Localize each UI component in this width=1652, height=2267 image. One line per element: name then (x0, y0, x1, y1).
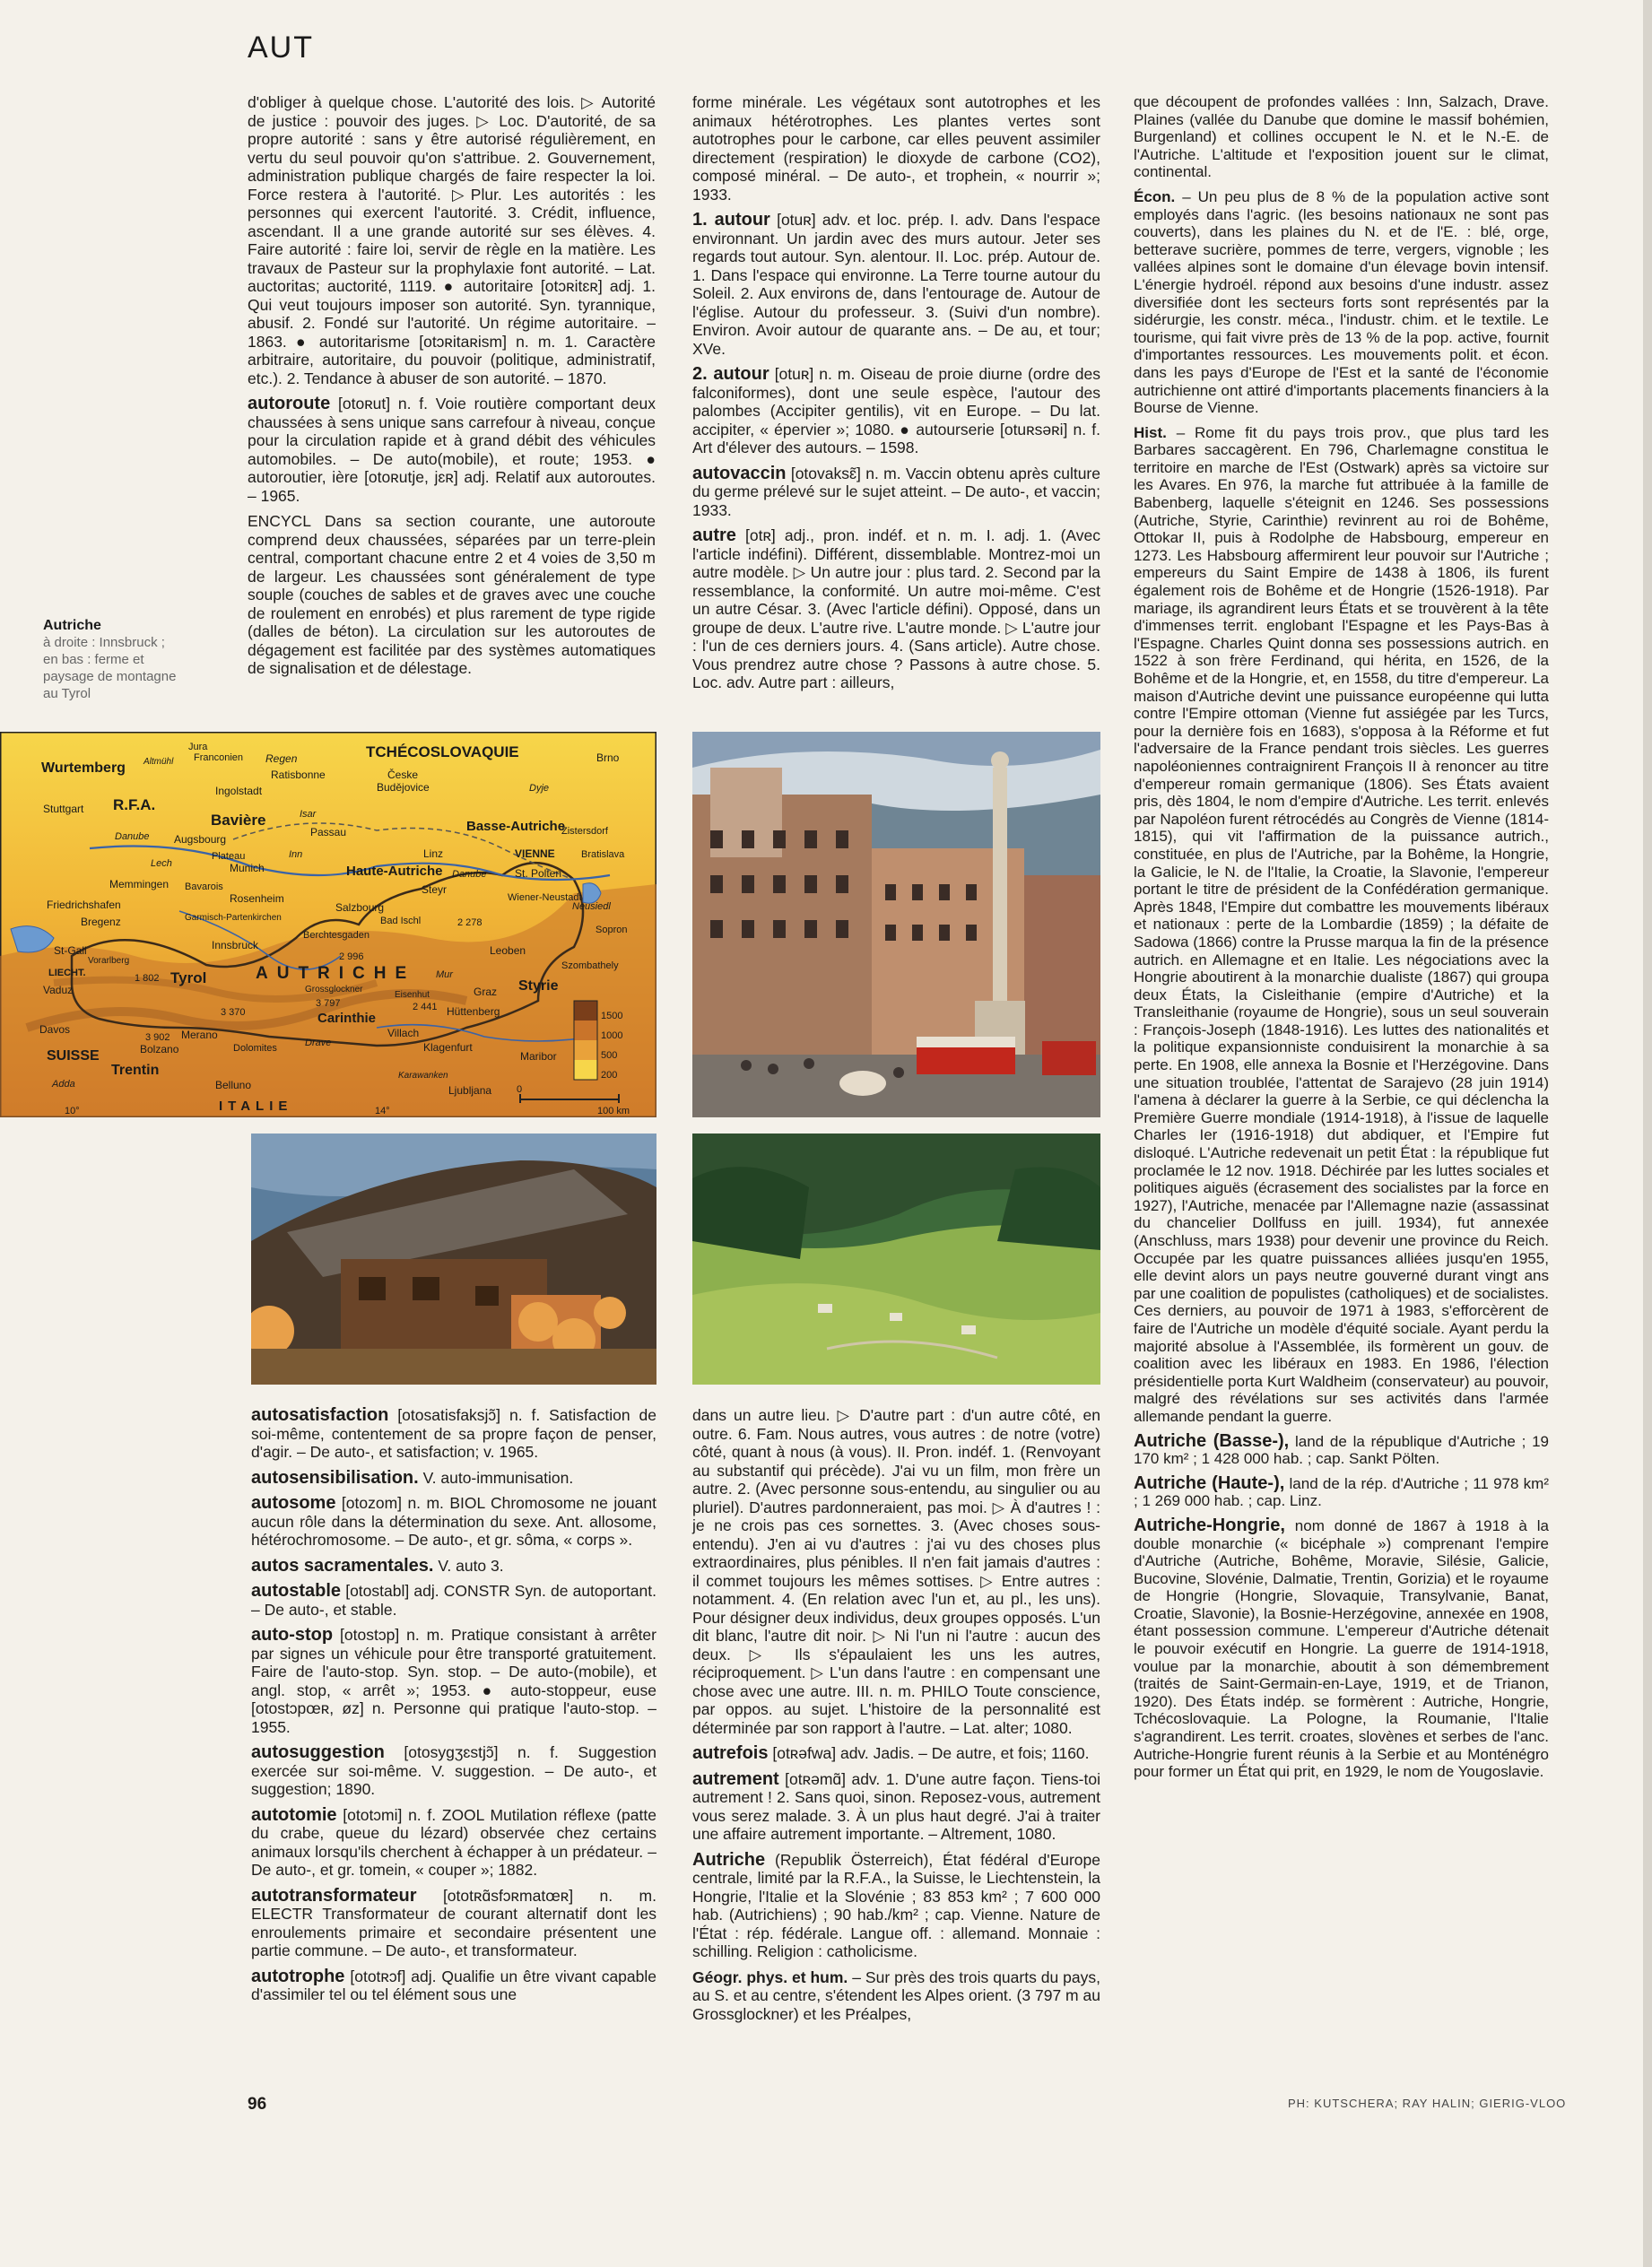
photo-tyrol-farm (251, 1134, 656, 1385)
entry-autriche-hongrie: Autriche-Hongrie, nom donné de 1867 à 1918 à la double monarchie (« bicéphale ») comprenant l'empire d'Autriche (Autriche, Bohême, Moravie, Silésie, Galicie, Bucovine, Slovénie, Dalmatie, Trentin, Gorizia) et le royaume de Hongrie (Hongrie, Slovaquie, Transylvanie, Banat, Croatie, Slavonie), la Bosnie-Herzégovine, annexée en 1908, étant possession commune. L'empereur d'Autriche détenait le pouvoir exécutif en Hongrie. La guerre de 1914-1918, voulue par la monarchie, aboutit à son démembrement (traités de Saint-Germain-en-Laye, 1919, et de Trianon, 1920). Des États indép. se formèrent : Autriche, Hongrie, Tchécoslovaquie. La Pologne, la Roumanie, l'Italie s'agrandirent. Les territ. croates, slovènes et serbes de l'anc. Autriche-Hongrie furent réunis à la Serbie et au Monténégro pour former un État qui prit, en 1929, le nom de Yougoslavie. (1134, 1515, 1549, 1781)
legend-value: 1500 (601, 1011, 623, 1021)
section-geographie: Géogr. phys. et hum. – Sur près des trois quarts du pays, au S. et au centre, s'étendent les Alpes orient. (3 797 m au Grossglockner) et les Préalpes, (692, 1967, 1100, 2023)
scale-zero: 0 (517, 1084, 523, 1095)
caption-line: à droite : Innsbruck ; (43, 635, 165, 650)
entry-autosome: autosome [otozom] n. m. BIOL Chromosome ne jouant aucun rôle dans la détermination du sexe. Ant. allosome, hétérochromosome. – De auto-, et gr. sôma, « corps ». (251, 1493, 656, 1549)
map-label-drave: Drave (305, 1038, 332, 1048)
running-head: AUT (248, 30, 314, 65)
map-label-ingolstadt: Ingolstadt (215, 785, 263, 797)
entry-autour-2: 2. autour [otuʀ] n. m. Oiseau de proie diurne (ordre des falconiformes), dont une seule espèce, l'autour des palombes (Accipiter gentilis), vit en Europe. – Du lat. accipiter, « épervier »; 1080. ● autourserie [otuʀsəʀi] n. f. Art d'élever des autours. – 1598. (692, 364, 1100, 456)
headword-autostable: autostable (251, 1581, 342, 1601)
entry-autos-sacramentales: autos sacramentales. V. auto 3. (251, 1555, 504, 1576)
column-2-bottom (692, 1406, 1100, 2030)
map-label-wurtemberg: Wurtemberg (41, 760, 126, 776)
legend-value: 1000 (601, 1030, 623, 1041)
headword-autriche-basse: Autriche (Basse-), (1134, 1430, 1290, 1451)
map-label-karawanken: Karawanken (398, 1071, 448, 1081)
entry-autriche-haute: Autriche (Haute-), land de la rép. d'Autriche ; 11 978 km² ; 1 269 000 hab. ; cap. Linz. (1134, 1472, 1549, 1510)
map-label-szombathely: Szombathely (561, 960, 619, 971)
map-label-innsbruck: Innsbruck (212, 939, 259, 951)
map-label-budejovice: Budějovice (377, 781, 430, 794)
map-label-friedrichshafen: Friedrichshafen (47, 899, 121, 911)
map-meridian: 10° (65, 1106, 80, 1116)
headword-autos-sacramentales: autos sacramentales. (251, 1555, 434, 1576)
headword-autosatisfaction: autosatisfaction (251, 1405, 389, 1425)
headword-autosuggestion: autosuggestion (251, 1742, 385, 1762)
paragraph-autre-cont: dans un autre lieu. ▷ D'autre part : d'un autre côté, en outre. 6. Fam. Nous autres, vous autres : de notre (votre) côté, quant à nous (à vous). II. Pron. indéf. 1. (Renvoyant au substantif qui précède). J'ai vu un film, mon frère un autre. 2. (Avec personne sous-entendu, au singulier ou au pluriel). D'autres pardonneraient, pas moi. ▷ À d'autres ! : je ne crois pas ces sornettes. 3. (Avec choses sous-entendu). J'en ai vu d'autres : j'ai vu des choses plus extraordinaires, plus pénibles. Il n'en fait jamais d'autres : il commet toujours les mêmes sottises. ▷ Entre autres : notamment. 4. (En relation avec l'un et, au pl., les uns). Pour désigner deux individus, deux groupes opposés. L'un dit blanc, l'autre dit noir. ▷ Ni l'un ni l'autre : aucun des deux. ▷ Ils s'épaulaient les uns les autres, réciproquement. ▷ L'un dans l'autre : en compensant une chose avec une autre. III. n. m. PHILO Toute conscience, par oppos. au sujet. L'histoire de la personnalité est déterminée par son rapport à l'autre. – Lat. alter; 1080. (692, 1406, 1100, 1737)
entry-autrement: autrement [otʀəmɑ̃] adv. 1. D'une autre façon. Tiens-toi autrement ! 2. Sans quoi, sinon. Reposez-vous, autrement vous serez malade. 3. À un plus haut degré. J'ai à traiter une affaire autrement importante. – Altrement, 1080. (692, 1768, 1100, 1843)
map-label-inn: Inn (289, 849, 303, 860)
map-label-wiener-neustadt: Wiener-Neustadt (508, 892, 582, 903)
paragraph-autotrophe-cont: forme minérale. Les végétaux sont autotrophes et les animaux hétérotrophes. Les plantes vertes sont autotrophes pour le carbone, car elles peuvent assimiler directement (respiration) le dioxyde de carbone (CO2), composé minéral. – De auto-, et trophein, « nourrir »; 1933. (692, 93, 1100, 204)
map-label-augsbourg: Augsbourg (174, 833, 227, 846)
caption-line: au Tyrol (43, 686, 91, 701)
map-label-danube: Danube (115, 831, 150, 842)
map-label-plateau: Plateau (212, 851, 246, 862)
map-label-baviere: Bavière (211, 812, 266, 829)
map-label-berchtesgaden: Berchtesgaden (303, 930, 370, 941)
legend-value: 200 (601, 1070, 618, 1081)
column-3 (1134, 93, 1549, 1788)
column-1-bottom (251, 1406, 656, 2011)
headword-autosome: autosome (251, 1493, 336, 1513)
caption-line: paysage de montagne (43, 669, 177, 684)
map-peak: 2 996 (339, 951, 364, 962)
map-label-ratisbonne: Ratisbonne (271, 769, 326, 781)
map-label-brno: Brno (596, 751, 620, 764)
map-label-autriche: AUTRICHE (256, 964, 416, 983)
column-1-top (248, 93, 656, 685)
map-label-isar: Isar (300, 809, 317, 820)
map-label-italie: ITALIE (219, 1099, 293, 1114)
photo-credits: PH: KUTSCHERA; RAY HALIN; GIERIG-VLOO (1288, 2097, 1567, 2110)
headword-autoroute: autoroute (248, 394, 331, 413)
label-geographie: Géogr. phys. et hum. (692, 1967, 848, 1986)
map-label-sopron: Sopron (596, 925, 628, 935)
map-label-garmisch: Garmisch-Partenkirchen (185, 913, 282, 923)
map-label-huttenberg: Hüttenberg (447, 1005, 500, 1018)
map-label-bad-ischl: Bad Ischl (380, 916, 422, 926)
headword-autovaccin: autovaccin (692, 463, 787, 483)
entry-autosensibilisation: autosensibilisation. V. auto-immunisation. (251, 1467, 574, 1488)
map-label-klagenfurt: Klagenfurt (423, 1041, 473, 1054)
photo-mountain-landscape (692, 1134, 1100, 1385)
map-austria (0, 732, 656, 1117)
figure-caption (43, 617, 222, 702)
map-label-jura: Jura (188, 742, 208, 752)
map-label-lech: Lech (151, 858, 172, 869)
map-label-salzbourg: Salzbourg (335, 901, 385, 914)
section-histoire: Hist. – Rome fit du pays trois prov., que plus tard les Barbares saccagèrent. En 796, Charlemagne constitua le territoire en marche de l'Est (Ostwark) après sa victoire sur les Avares. En 976, la marche fut attribuée à la famille de Babenberg, laquelle s'éteignit en 1246. Ses possessions (Autriche, Styrie, Carinthie) revinrent au roi de Bohême, Ottokar II, puis à Rodolphe de Habsbourg, empereur en 1273. Les Habsbourg affermirent leur pouvoir sur l'Autriche ; empereurs du Saint Empire de 1438 à 1806, ils furent également rois de Bohême et de Hongrie (1526-1918). Par mariage, ils agrandirent leurs États et se trouvèrent à la tête d'immenses territ. englobant l'Espagne et les Pays-Bas à l'Espagne. Charles Quint donna ses possessions autrich. en 1522 à son frère Ferdinand, qui hérita, en 1526, de la Bohême et de la Hongrie, et, en 1558, du titre d'empereur. La maison d'Autriche devint une puissance européenne qui lutta contre l'Empire ottoman (Vienne fut assiégée par les Turcs, pour la dernière fois en 1683), s'opposa à la Réforme et fut l'adversaire de la France pendant trois siècles. Les guerres napoléoniennes contraignirent François II à renoncer au titre d'empereur romain germanique (1806). Ses États avaient pris, dès 1804, le nom d'empire d'Autriche. Les territ. enlevés par Napoléon furent rétrocédés au Congrès de Vienne (1814-1815), qui vit l'affirmation de la puissance autrich., constituée, en plus de l'Autriche, par la Bohême, la Hongrie, la Galicie, le N. de l'Italie, la Croatie, la Slavonie, l'empereur portant le titre de président de la Confédération germanique. Après 1848, l'Empire dut combattre les mouvements libéraux et nationaux : perte de la Lombardie (1859) ; la défaite de Sadowa (1866) contre la Prusse marqua la fin de la présence autrich. en Allemagne et en Italie. Les négociations avec la Hongrie aboutirent à la monarchie dualiste (1867) qui groupa deux États, la Cisleithanie (empire d'Autriche) et la Transleithanie (royaume de Hongrie), sous un seul souverain : François-Joseph (1848-1916). Les luttes des nationalités et la politique expansionniste conduisirent la monarchie à sa perte. En 1908, elle annexa la Bosnie et l'Herzégovine. Dans une situation troublée, l'attentat de Sarajevo (28 juin 1914) l'amena à déclarer la guerre à la Serbie, ce qui déclencha la Première Guerre mondiale (1914-1918), à l'issue de laquelle Charles Ier (1916-1918) dut abdiquer, et l'Empire fut disloqué. L'Autriche redevenait un petit État : la république fut proclamée le 12 nov. 1918. Déchirée par les luttes sociales et politiques aiguës (écrasement des socialistes par la force en 1927), l'Autriche, menacée par l'Allemagne nazie (assassinat du chancelier Dollfuss en juill. 1934), fut annexée (Anschluss, mars 1938) pour devenir une province du Reich. Occupée par les quatre puissances alliées jusqu'en 1955, elle devint alors un pays neutre gouverné durant vingt ans par une coalition de populistes (catholiques) et de socialistes. Ces derniers, au pouvoir de 1971 à 1983, s'efforcèrent de faire de l'Autriche un modèle d'équité sociale. Ayant perdu la majorité absolue à l'Assemblée, ils formèrent un gouv. de coalition avec les libéraux en 1983. En 1986, l'élection présidentielle porta Kurt Waldheim (conservateur) au pouvoir, malgré des révélations sur ses activités dans l'armée allemande pendant la guerre. (1134, 423, 1549, 1425)
entry-autotrophe: autotrophe [ototʀɔf] adj. Qualifie un être vivant capable d'assimiler tel ou tel élément sous une (251, 1966, 656, 2003)
map-label-ljubljana: Ljubljana (448, 1084, 492, 1097)
headword-autriche-haute: Autriche (Haute-), (1134, 1472, 1285, 1493)
map-label-belluno: Belluno (215, 1079, 252, 1091)
map-label-altmuhl: Altmühl (143, 757, 174, 767)
map-label-adda: Adda (52, 1079, 75, 1090)
entry-autriche-basse: Autriche (Basse-), land de la république d'Autriche ; 19 170 km² ; 1 428 000 hab. ; cap. Sankt Pölten. (1134, 1430, 1549, 1468)
map-label-bolzano: Bolzano (140, 1043, 179, 1055)
entry-autoroute: autoroute [otoʀut] n. f. Voie routière comportant deux chaussées à sens unique sans carrefour à niveau, conçue pour la circulation rapide et à grand débit des véhicules automobiles. – De auto(mobile), et route; 1953. ● autoroutier, ière [otoʀutje, jɛʀ] adj. Relatif aux autoroutes. – 1965. (248, 394, 656, 505)
map-peak: 2 441 (413, 1002, 438, 1012)
map-label-maribor: Maribor (520, 1050, 557, 1063)
map-label-bregenz: Bregenz (81, 916, 121, 928)
entry-autovaccin: autovaccin [otovaksɛ̃] n. m. Vaccin obtenu après culture du germe prélevé sur le sujet atteint. – De auto-, et vaccin; 1933. (692, 463, 1100, 519)
headword-autosensibilisation: autosensibilisation. (251, 1467, 419, 1488)
map-peak: 2 278 (457, 917, 483, 928)
map-label-basse-autriche: Basse-Autriche (466, 819, 566, 834)
headword-autotomie: autotomie (251, 1804, 337, 1825)
page-edge (1643, 0, 1652, 2267)
map-label-danube-2: Danube (452, 869, 487, 880)
entry-autre: autre [otʀ] adj., pron. indéf. et n. m. I. adj. 1. (Avec l'article indéfini). Différent, dissemblable. Montrez-moi un autre modèle. ▷ Un autre jour : plus tard. 2. Second par la ressemblance, la conformité. Un autre moi-même. C'est un autre César. 3. (Avec l'article défini). Opposé, dans un groupe de deux. L'autre rive. L'autre monde. ▷ L'autre jour : l'un de ces derniers jours. 4. (Sans article). Autre chose. Vous prendrez autre chose ? Passons à autre chose. 5. Loc. adv. Autre part : ailleurs, (692, 525, 1100, 691)
map-label-vienne: VIENNE (515, 847, 555, 860)
map-label-villach: Villach (387, 1027, 420, 1039)
map-label-merano: Merano (181, 1029, 218, 1041)
map-label-liechtenstein: LIECHT. (48, 968, 86, 978)
map-label-steyr: Steyr (422, 883, 448, 896)
headword-auto-stop: auto-stop (251, 1625, 334, 1645)
entry-autostable: autostable [otostabl] adj. CONSTR Syn. de autoportant. – De auto-, et stable. (251, 1581, 656, 1619)
map-label-bavarois: Bavarois (185, 882, 223, 892)
map-label-tchecoslovaquie: TCHÉCOSLOVAQUIE (366, 743, 519, 760)
map-label-vorarlberg: Vorarlberg (88, 956, 130, 966)
map-label-neusiedl: Neusiedl (572, 901, 611, 912)
map-label-passau: Passau (310, 826, 347, 838)
caption-title: Autriche (43, 618, 101, 633)
headword-autriche: Autriche (692, 1849, 766, 1870)
map-label-franconien: Franconien (194, 752, 244, 763)
entry-autotransformateur: autotransformateur [ototʀɑ̃sfɔʀmatœʀ] n. m. ELECTR Transformateur de courant alternatif dont les enroulements primaire et secondaire présentent une partie commune. – De auto-, et transformateur. (251, 1885, 656, 1959)
legend-value: 500 (601, 1050, 618, 1061)
page-number: 96 (248, 2095, 267, 2114)
map-label-carinthie: Carinthie (317, 1011, 377, 1026)
encyclopedia-note: ENCYCL Dans sa section courante, une autoroute comprend deux chaussées, séparées par un terre-plein central, comportant chacune entre 2 et 4 voies de 3,50 m de largeur. Les chaussées sont généralement de type souple (couches de sables et de graves avec une couche de roulement en enrobés) et plus rarement de type rigide (dalles de béton). La circulation sur les autoroutes de dégagement est facilitée par des systèmes automatiques de signalisation et de délestage. (248, 512, 656, 677)
entry-autour-1: 1. autour [otuʀ] adv. et loc. prép. I. adv. Dans l'espace environnant. Un jardin avec des murs autour. Jeter ses regards tout autour. Syn. alentour. II. Loc. prép. Autour de. 1. Dans l'espace qui environne. La Terre tourne autour du Soleil. 2. Aux environs de, dans l'entourage de. Autour de l'église. Autour du professeur. 3. (Suivi d'un nombre). Environ. Avoir autour de quarante ans. – De au, et tour; XVe. (692, 210, 1100, 358)
map-label-grossglockner: Grossglockner (305, 985, 363, 995)
column-2-top (692, 93, 1100, 699)
map-label-graz: Graz (474, 986, 498, 998)
section-economie: Écon. – Un peu plus de 8 % de la population active sont employés dans l'agric. (les besoins nationaux ne sont pas couverts), dans les plaines du N. et de l'E. : blé, orge, betterave sucrière, pommes de terre, vergers, vignoble ; les vallées alpines sont le domaine d'un élevage bovin intensif. L'énergie hydroél. répond aux besoins d'une industr. assez diversifiée dont les secteurs forts sont représentés par la sidérurgie, les constr. méca., l'industr. chim. et le textile. Le tourisme, qui fait vivre près de 13 % de la pop. active, fournit d'importantes ressources. Les mouvements polit. et écon. dans les pays d'Europe de l'Est et la santé de l'économie autrichienne ont attiré d'importants placements financiers à la Bourse de Vienne. (1134, 187, 1549, 417)
entry-auto-stop: auto-stop [otostɔp] n. m. Pratique consistant à arrêter par signes un véhicule pour être transporté gratuitement. Faire de l'auto-stop. Syn. stop. – De auto-(mobile), et angl. stop, « arrêt »; 1953. ● auto-stoppeur, euse [otostɔpœʀ, øz] n. Personne qui pratique l'auto-stop. – 1955. (251, 1625, 656, 1736)
map-label-vaduz: Vaduz (43, 984, 74, 996)
entry-autosatisfaction: autosatisfaction [otosatisfaksjɔ̃] n. f. Satisfaction de soi-même, contentement de sa propre façon de penser, d'agir. – De auto-, et satisfaction; v. 1965. (251, 1405, 656, 1461)
map-label-trentin: Trentin (111, 1063, 160, 1078)
map-label-stuttgart: Stuttgart (43, 803, 84, 815)
photo-innsbruck (692, 732, 1100, 1117)
map-label-mur: Mur (436, 969, 453, 980)
label-histoire: Hist. (1134, 423, 1167, 441)
map-label-st-polten: St. Polten (515, 867, 562, 880)
map-label-munich: Munich (230, 862, 265, 874)
map-meridian: 14° (375, 1106, 390, 1116)
label-economie: Écon. (1134, 187, 1176, 205)
map-label-linz: Linz (423, 847, 444, 860)
map-label-dyje: Dyje (529, 783, 550, 794)
map-label-memmingen: Memmingen (109, 878, 170, 890)
headword-autotrophe: autotrophe (251, 1966, 345, 1986)
map-label-regen: Regen (265, 752, 298, 765)
map-label-st-gall: St-Gall (54, 944, 87, 957)
map-label-bratislava: Bratislava (581, 849, 625, 860)
caption-line: en bas : ferme et (43, 652, 144, 667)
headword-autour-2: 2. autour (692, 364, 769, 384)
map-label-dolomites: Dolomites (233, 1043, 277, 1054)
map-label-davos: Davos (39, 1023, 71, 1036)
map-label-styrie: Styrie (518, 978, 559, 994)
map-label-eisenhut: Eisenhut (395, 990, 430, 1000)
map-label-ceske: Česke (387, 769, 419, 781)
map-label-tyrol: Tyrol (170, 969, 207, 986)
map-label-zistersdorf: Zistersdorf (561, 826, 608, 837)
map-label-suisse: SUISSE (47, 1048, 100, 1064)
entry-autrefois: autrefois [otʀəfwa] adv. Jadis. – De autre, et fois; 1160. (692, 1743, 1090, 1763)
headword-autre: autre (692, 525, 736, 545)
entry-autosuggestion: autosuggestion [otosygʒɛstjɔ̃] n. f. Suggestion exercée sur soi-même. V. suggestion. – De auto-, et suggestion; 1890. (251, 1742, 656, 1798)
entry-autotomie: autotomie [ototɔmi] n. f. ZOOL Mutilation réflexe (patte du crabe, queue du lézard) observée chez certains animaux lorsqu'ils cherchent à échapper à un prédateur. – De auto-, et gr. tomein, « couper »; 1882. (251, 1804, 656, 1879)
map-peak: 1 802 (135, 973, 160, 984)
headword-autour-1: 1. autour (692, 210, 770, 230)
entry-autriche: Autriche (Republik Österreich), État fédéral d'Europe centrale, limité par la R.F.A., la Suisse, le Liechtenstein, la Hongrie, l'Italie et la Slovénie ; 83 853 km² ; 7 600 000 hab. (Autrichiens) ; 90 hab./km² ; cap. Vienne. Nature de l'État : rép. fédérale. Langue off. : allemand. Monnaie : schilling. Religion : catholicisme. (692, 1849, 1100, 1960)
headword-autrefois: autrefois (692, 1743, 769, 1763)
headword-autotransformateur: autotransformateur (251, 1885, 417, 1906)
map-label-haute-autriche: Haute-Autriche (346, 864, 443, 879)
headword-autriche-hongrie: Autriche-Hongrie, (1134, 1515, 1285, 1535)
map-label-rfa: R.F.A. (113, 796, 156, 813)
map-label-leoben: Leoben (490, 944, 526, 957)
map-peak: 3 370 (221, 1007, 246, 1018)
headword-autrement: autrement (692, 1768, 779, 1789)
paragraph-geographie-cont: que découpent de profondes vallées : Inn, Salzach, Drave. Plaines (vallée du Danube que domine le massif bohémien, Burgenland) et collines occupent le N. et le N.-E. de l'Autriche. L'altitude et l'exposition jouent sur le climat, continental. (1134, 93, 1549, 181)
scale-label: 100 km (597, 1106, 630, 1116)
map-peak: 3 797 (316, 998, 341, 1009)
paragraph-autorite: d'obliger à quelque chose. L'autorité des lois. ▷ Autorité de justice : pouvoir des juges. ▷ Loc. D'autorité, de sa propre autorité : sans y être autorisé régulièrement, en vertu du seul pouvoir qu'on s'attribue. 2. Gouvernement, administration publique chargés de faire respecter la loi. Force restera à l'autorité. ▷Plur. Les autorités : les personnes qui exercent l'autorité. 3. Crédit, influence, ascendant. Il a une grande autorité sur ses élèves. 4. Faire autorité : faire loi, servir de règle en la matière. Les travaux de Pasteur sur la prophylaxie font autorité. – Lat. auctoritas; auctorité, 1119. ● autoritaire [otɔʀitɛʀ] adj. 1. Qui veut toujours imposer son autorité. Syn. tyrannique, abusif. 2. Fondé sur l'autorité. Un régime autoritaire. – 1863. ● autoritarisme [otɔʀitaʀism] n. m. 1. Caractère arbitraire, autoritaire, du pouvoir (politique, administratif, etc.). 2. Tendance à abuser de son autorité. – 1870. (248, 93, 656, 387)
map-label-rosenheim: Rosenheim (230, 892, 284, 905)
map-peak: 3 902 (145, 1032, 170, 1043)
